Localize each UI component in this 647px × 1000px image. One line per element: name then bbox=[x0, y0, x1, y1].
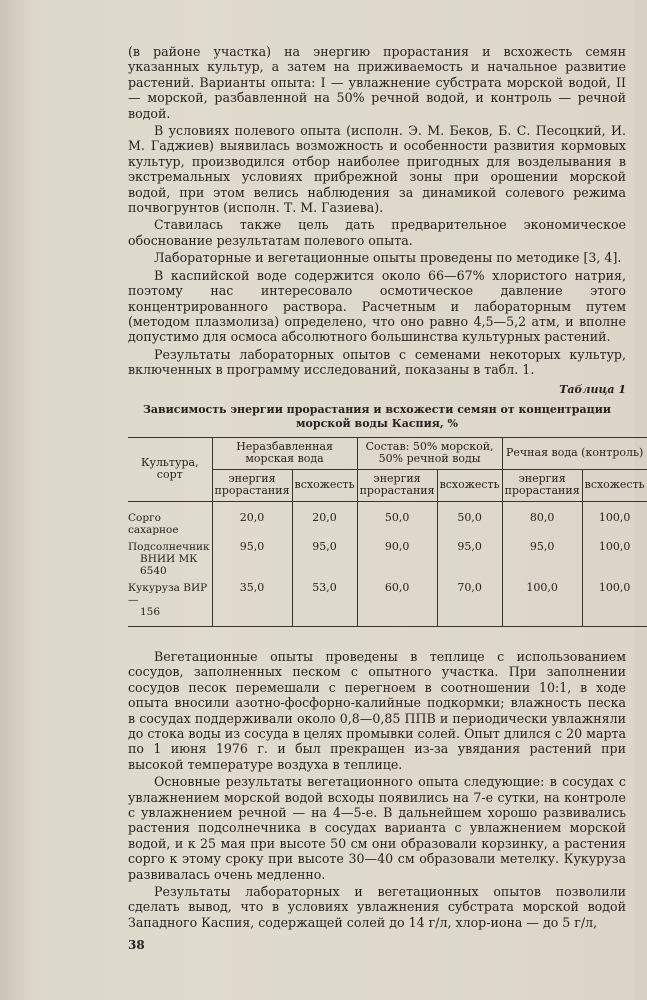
table-row bbox=[128, 539, 647, 580]
table-cell: 50,0 bbox=[437, 501, 502, 539]
table-row bbox=[128, 501, 647, 539]
paragraph: Результаты лабораторных и вегетационных опытов позволили сделать вывод, что в условиях увлажнения субстрата морской водой Западного Каспия, содержащей солей до 14 г/л, хлор-иона — до 5 г/л, bbox=[128, 884, 626, 930]
subheader-germination: всхожесть bbox=[437, 469, 502, 501]
table-cell: 20,0 bbox=[292, 501, 357, 539]
table-cell: 20,0 bbox=[212, 501, 292, 539]
table-cell: 50,0 bbox=[357, 501, 437, 539]
subheader-energy: энергия прорастания bbox=[212, 469, 292, 501]
table-cell: 90,0 bbox=[357, 539, 437, 580]
subheader-germination: всхожесть bbox=[582, 469, 647, 501]
text-column bbox=[128, 44, 645, 932]
table-cell: 100,0 bbox=[582, 539, 647, 580]
table-cell: 80,0 bbox=[502, 501, 582, 539]
paragraph: Результаты лабораторных опытов с семенами некоторых культур, включенных в программу исследований, показаны в табл. 1. bbox=[128, 346, 626, 378]
paragraph: (в районе участка) на энергию прорастания и всхожесть семян указанных культур, а затем на приживаемость и начальное развитие растений. Варианты опыта: I — увлажнение субстрата морской водой, II — морской, разбавленной на 50% речной водой, и контроль — речной водой. bbox=[128, 44, 626, 121]
table-cell: 100,0 bbox=[582, 501, 647, 539]
table-caption: Таблица 1 bbox=[559, 382, 626, 396]
table-cell: 100,0 bbox=[502, 580, 582, 627]
table-title: Зависимость энергии прорастания и всхожести семян от концентрации морской воды Каспия, % bbox=[142, 402, 612, 430]
subheader-energy: энергия прорастания bbox=[357, 469, 437, 501]
table-cell: 95,0 bbox=[437, 539, 502, 580]
header-culture: Культура, сорт bbox=[128, 437, 212, 501]
header-group-mixed: Состав: 50% морской, 50% речной воды bbox=[357, 437, 502, 469]
paragraph: В условиях полевого опыта (исполн. Э. М. Беков, Б. С. Песоцкий, И. М. Гаджиев) выявилась возможность и особенности развития кормовых культур, производился отбор наиболее пригодных для возделывания в экстремальных условиях прибрежной зоны при орошении морской водой, при этом велись наблюдения за динамикой солевого режима почвогрунтов (исполн. Т. М. Газиева). bbox=[128, 123, 626, 216]
culture-name: Сорго сахарное bbox=[128, 501, 212, 539]
table-cell: 100,0 bbox=[582, 580, 647, 627]
table-row bbox=[128, 580, 647, 627]
header-group-river: Речная вода (контроль) bbox=[502, 437, 647, 469]
table-cell: 35,0 bbox=[212, 580, 292, 627]
germination-table bbox=[128, 437, 647, 627]
page-number: 38 bbox=[128, 938, 145, 952]
paragraph: Лабораторные и вегетационные опыты проведены по методике [3, 4]. bbox=[154, 250, 622, 266]
culture-name: Кукуруза ВИР — 156 bbox=[128, 580, 212, 627]
subheader-energy: энергия прорастания bbox=[502, 469, 582, 501]
table-cell: 60,0 bbox=[357, 580, 437, 627]
table-cell: 95,0 bbox=[292, 539, 357, 580]
table-cell: 70,0 bbox=[437, 580, 502, 627]
table-cell: 53,0 bbox=[292, 580, 357, 627]
subheader-germination: всхожесть bbox=[292, 469, 357, 501]
table-cell: 95,0 bbox=[502, 539, 582, 580]
header-group-seawater: Неразбавленная морская вода bbox=[212, 437, 357, 469]
table-cell: 95,0 bbox=[212, 539, 292, 580]
paragraph: Основные результаты вегетационного опыта следующие: в сосудах с увлажнением морской водой всходы появились на 7-е сутки, на контроле с увлажнением речной — на 4—5-е. В дальнейшем хорошо развивались растения подсолнечника в сосудах варианта с увлажнением морской водой, и к 25 мая при высоте 50 см они образовали корзинку, а растения сорго к этому сроку при высоте 30—40 см образовали метелку. Кукуруза развивалась очень медленно. bbox=[128, 774, 626, 882]
culture-name: Подсолнечник ВНИИ МК 6540 bbox=[128, 539, 212, 580]
paragraph: Ставилась также цель дать предварительное экономическое обоснование результатам полевого опыта. bbox=[128, 217, 626, 248]
paragraph: Вегетационные опыты проведены в теплице с использованием сосудов, заполненных песком с опытного участка. При заполнении сосудов песок перемешали с перегноем в соотношении 10:1, в ходе опыта вносили азотно-фосфорно-калийные подкормки; влажность песка в сосудах поддерживали около 0,8—0,85 ППВ и периодически увлажняли до стока воды из сосуда в целях промывки солей. Опыт длился с 20 марта по 1 июня 1976 г. и был прекращен из-за увядания растений при высокой температуре воздуха в теплице. bbox=[128, 648, 626, 772]
paragraph: В каспийской воде содержится около 66—67% хлористого натрия, поэтому нас интересовало осмотическое давление этого концентрированного раствора. Расчетным и лабораторным путем (методом плазмолиза) определено, что оно равно 4,5—5,2 атм, и вполне допустимо для осмоса абсолютного большинства культурных растений. bbox=[128, 267, 626, 345]
